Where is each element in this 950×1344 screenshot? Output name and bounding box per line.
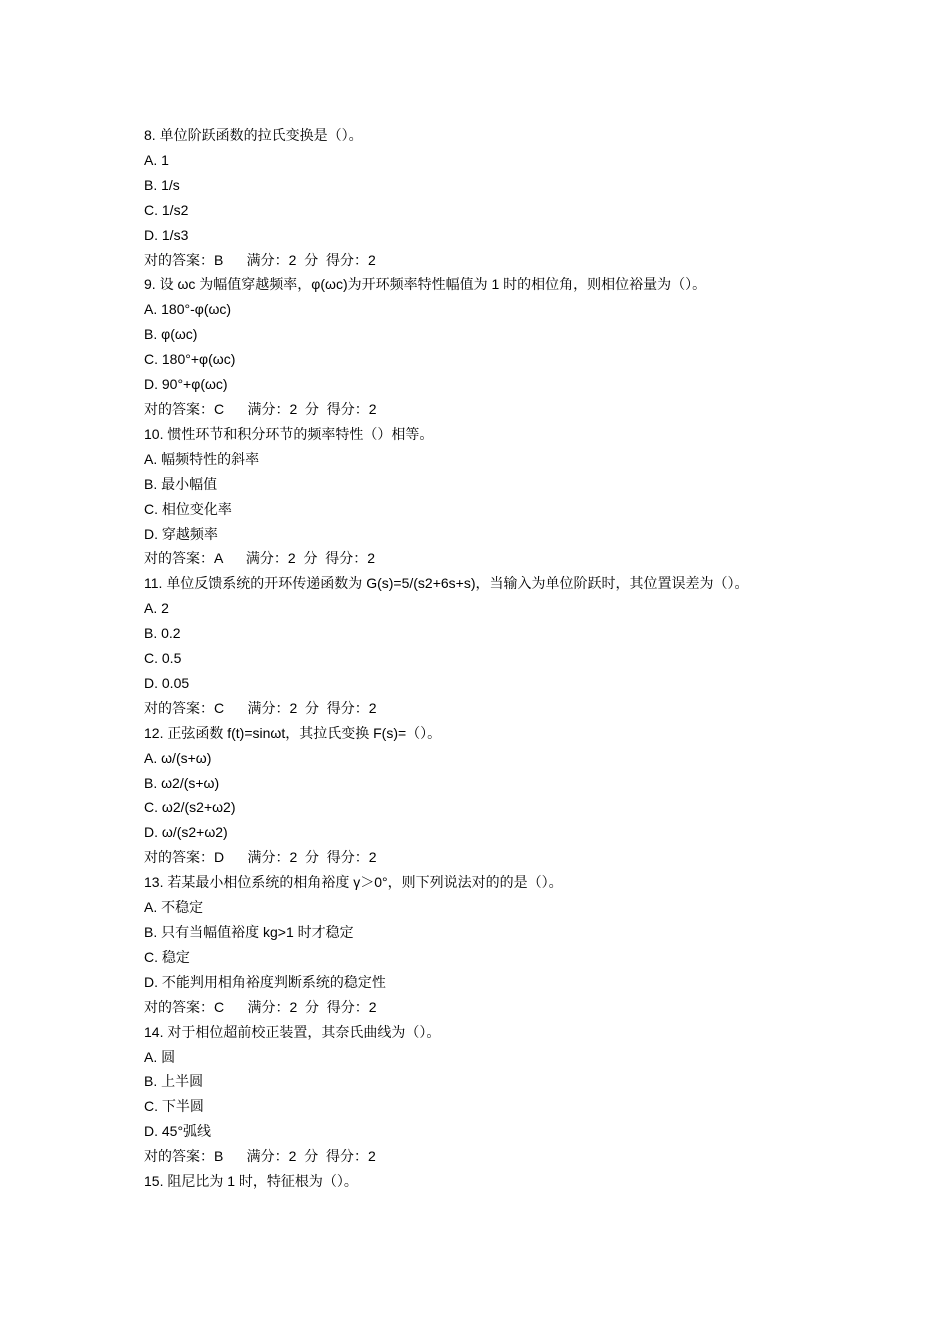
correct-answer-line: 对的答案：A 满分：2 分 得分：2 (144, 550, 376, 567)
answer-option: A. 1 (144, 151, 169, 168)
correct-answer-line: 对的答案：B 满分：2 分 得分：2 (144, 1148, 376, 1165)
question-stem: 13. 若某最小相位系统的相角裕度 γ＞0°，则下列说法对的的是（）。 (144, 874, 563, 891)
answer-option: D. 穿越频率 (144, 525, 218, 542)
question-block (144, 1169, 816, 1194)
answer-option: B. 只有当幅值裕度 kg>1 时才稳定 (144, 924, 354, 940)
answer-option: C. 0.5 (144, 650, 182, 667)
question-block (144, 721, 816, 870)
answer-option: A. ω/(s+ω) (144, 749, 212, 766)
correct-answer-line: 对的答案：D 满分：2 分 得分：2 (144, 849, 377, 866)
answer-option: D. 1/s3 (144, 226, 189, 243)
correct-answer-line: 对的答案：B 满分：2 分 得分：2 (144, 251, 376, 268)
correct-answer-line: 对的答案：C 满分：2 分 得分：2 (144, 400, 377, 417)
answer-option: D. 不能判用相角裕度判断系统的稳定性 (144, 973, 386, 990)
answer-option: D. 0.05 (144, 674, 190, 691)
answer-option: C. 180°+φ(ωc) (144, 351, 236, 368)
answer-option: B. ω2/(s+ω) (144, 774, 220, 791)
answer-option: B. 最小幅值 (144, 475, 218, 492)
answer-option: C. 1/s2 (144, 201, 189, 218)
answer-option: B. 上半圆 (144, 1073, 204, 1090)
question-list (144, 123, 816, 1194)
answer-option: C. 相位变化率 (144, 500, 232, 517)
correct-answer-line: 对的答案：C 满分：2 分 得分：2 (144, 699, 377, 716)
answer-option: B. φ(ωc) (144, 326, 198, 343)
answer-option: A. 不稳定 (144, 899, 204, 916)
question-stem: 12. 正弦函数 f(t)=sinωt，其拉氏变换 F(s)=（）。 (144, 724, 442, 741)
answer-option: D. 90°+φ(ωc) (144, 376, 228, 393)
correct-answer-line: 对的答案：C 满分：2 分 得分：2 (144, 998, 377, 1015)
question-block (144, 123, 816, 272)
question-stem: 10. 惯性环节和积分环节的频率特性（）相等。 (144, 425, 434, 442)
answer-option: A. 2 (144, 600, 169, 617)
question-stem: 11. 单位反馈系统的开环传递函数为 G(s)=5/(s2+6s+s)，当输入为单位阶跃时，其位置误差为（）。 (144, 575, 749, 592)
question-block (144, 422, 816, 571)
answer-option: A. 幅频特性的斜率 (144, 450, 260, 467)
question-stem: 15. 阻尼比为 1 时，特征根为（）。 (144, 1173, 358, 1190)
answer-option: C. 下半圆 (144, 1098, 204, 1115)
answer-option: B. 1/s (144, 176, 180, 193)
question-block (144, 272, 816, 421)
question-stem: 9. 设 ωc 为幅值穿越频率，φ(ωc)为开环频率特性幅值为 1 时的相位角，则相位裕量为（）。 (144, 276, 707, 293)
answer-option: C. 稳定 (144, 948, 190, 965)
answer-option: C. ω2/(s2+ω2) (144, 799, 236, 816)
question-block (144, 870, 816, 1019)
answer-option: A. 180°-φ(ωc) (144, 301, 232, 318)
question-stem: 8. 单位阶跃函数的拉氏变换是（）。 (144, 127, 363, 143)
answer-option: A. 圆 (144, 1048, 176, 1065)
question-block (144, 1020, 816, 1169)
question-block (144, 571, 816, 720)
answer-option: D. ω/(s2+ω2) (144, 824, 228, 841)
answer-option: B. 0.2 (144, 625, 181, 642)
question-stem: 14. 对于相位超前校正装置，其奈氏曲线为（）。 (144, 1023, 441, 1040)
answer-option: D. 45°弧线 (144, 1123, 212, 1140)
